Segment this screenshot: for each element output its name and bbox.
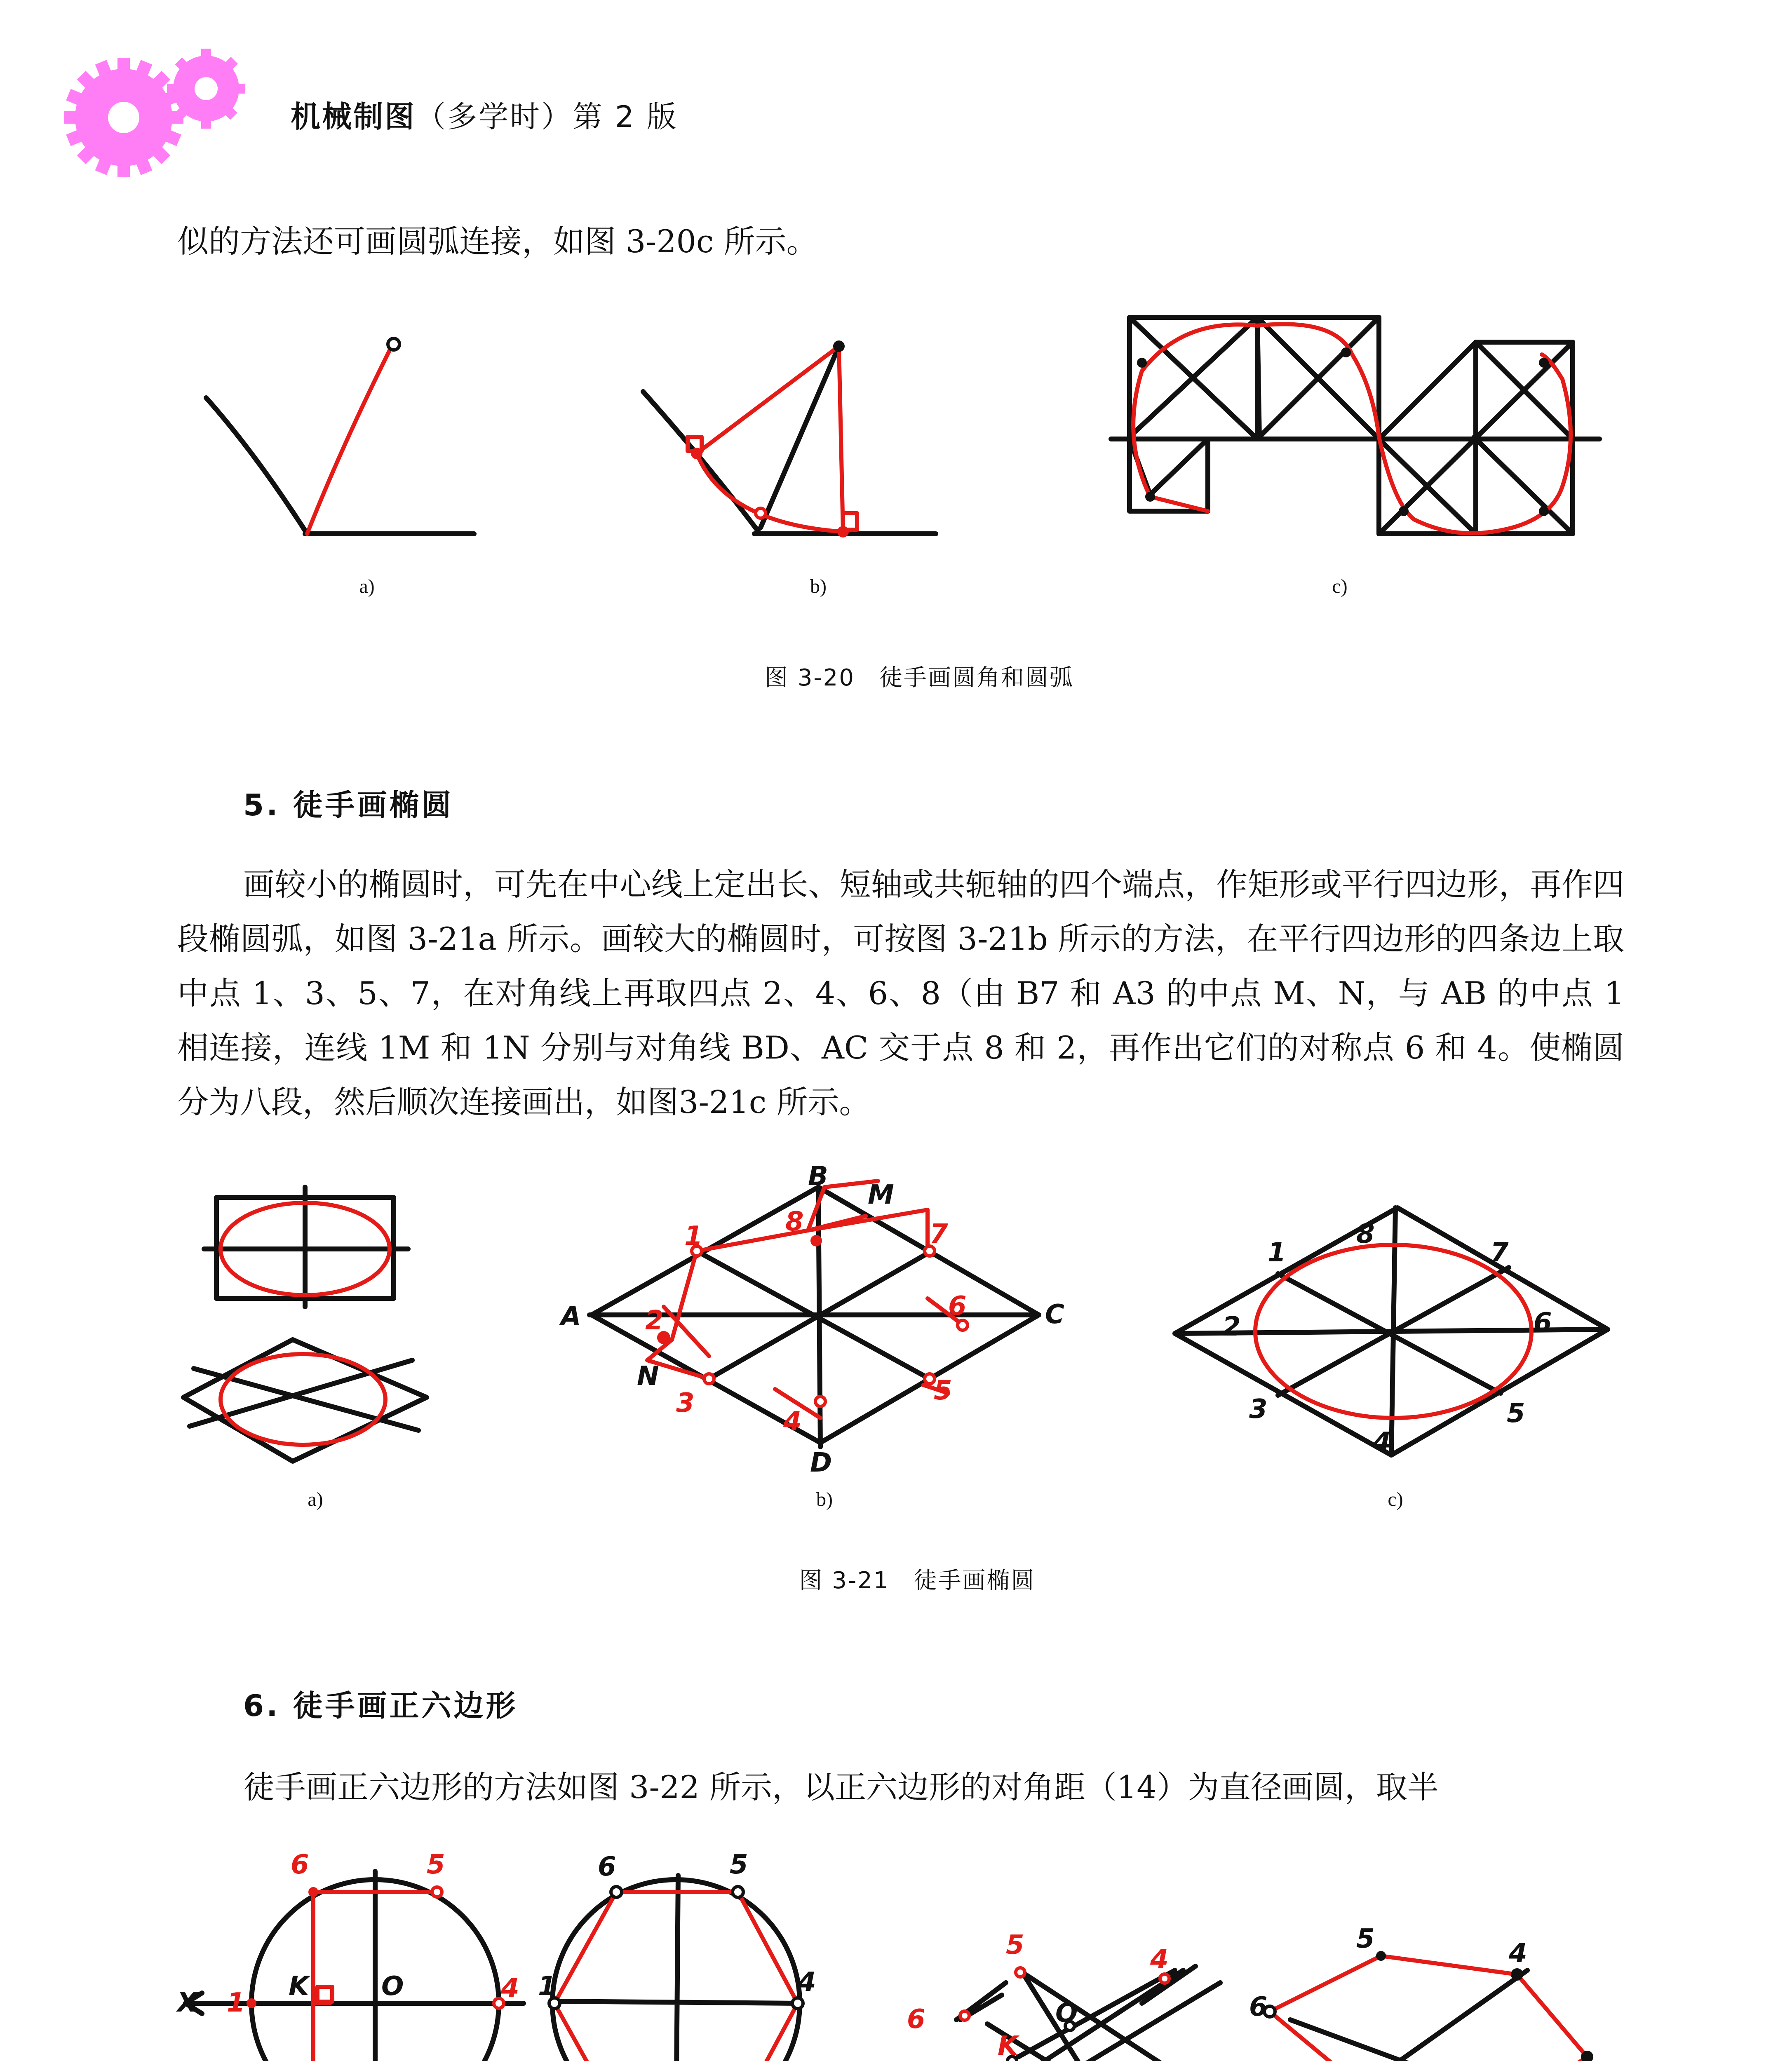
fig321-sub-a: a) <box>308 1488 323 1510</box>
fig322-b1-drawing <box>907 1930 1222 2061</box>
fig322a1-label-6: 6 <box>291 1850 309 1880</box>
section5-paragraph: 画较小的椭圆时，可先在中心线上定出长、短轴或共轭轴的四个端点，作矩形或平行四边形，再作四段椭圆弧，如图 3-21a 所示。画较大的椭圆时，可按图 3-21b 所示的方法，在平行四边形的四条边上取中点 1、3、5、7，在对角线上再取四点 2、4、6、8（由 B7 和 A3 的中点 M、N，与 AB 的中点 1 相连接，连线 1M 和 1N 分别与对角线 BD、AC 交于点 8 和 2，再作出它们的对称点 6 和 4。使椭圆分为八段，然后顺次连接画出，如图3-21c 所示。 <box>177 866 1624 1120</box>
fig322a1-label-1: 1 <box>227 1988 245 2018</box>
fig321b-label-5: 5 <box>934 1376 952 1406</box>
fig321-sub-c: c) <box>1388 1488 1403 1510</box>
fig322b1-label-K: K <box>998 2031 1018 2061</box>
fig321c-label-2: 2 <box>1222 1312 1241 1342</box>
fig321b-label-4: 4 <box>783 1406 802 1437</box>
fig322a1-label-5: 5 <box>427 1850 445 1880</box>
fig322b1-label-4: 4 <box>1150 1944 1169 1975</box>
fig321b-label-7: 7 <box>930 1219 948 1249</box>
fig321c-label-8: 8 <box>1356 1219 1375 1249</box>
book-subtitle: （多学时）第 2 版 <box>416 99 678 134</box>
fig322a1-label-O: O <box>381 1971 404 2002</box>
fig321c-label-6: 6 <box>1534 1307 1552 1338</box>
fig322b1-label-6: 6 <box>907 2004 925 2035</box>
fig321b-label-D: D <box>810 1448 832 1478</box>
fig322b1-label-5: 5 <box>1006 1930 1024 1960</box>
fig320-sub-c: c) <box>1332 575 1348 597</box>
fig322-a1-drawing <box>176 1850 524 2061</box>
fig321b-label-N: N <box>637 1361 659 1392</box>
fig322b2-label-6: 6 <box>1249 1992 1268 2022</box>
fig320-sub-a: a) <box>359 575 375 597</box>
fig322b1-label-O: O <box>1055 1998 1078 2028</box>
fig321-caption: 图 3-21 徒手画椭圆 <box>799 1567 1036 1594</box>
fig321b-label-6: 6 <box>948 1291 967 1322</box>
fig320-sub-b: b) <box>810 575 827 597</box>
fig321c-label-5: 5 <box>1507 1398 1525 1429</box>
fig321c-label-1: 1 <box>1268 1237 1286 1268</box>
section6-paragraph: 徒手画正六边形的方法如图 3-22 所示，以正六边形的对角距（14）为直径画圆，取半 <box>243 1769 1439 1805</box>
fig322a2-label-1: 1 <box>538 1971 557 2002</box>
fig322b2-label-5: 5 <box>1356 1924 1375 1954</box>
fig321b-label-C: C <box>1045 1299 1064 1330</box>
fig321b-label-2: 2 <box>645 1305 664 1336</box>
fig321b-label-B: B <box>808 1161 828 1192</box>
fig322a2-label-4: 4 <box>798 1967 816 1998</box>
fig321-sub-b: b) <box>816 1488 833 1510</box>
fig322a1-label-4: 4 <box>501 1973 519 2004</box>
intro-line: 似的方法还可画圆弧连接，如图 3-20c 所示。 <box>177 223 818 260</box>
fig321b-label-3: 3 <box>676 1388 695 1418</box>
fig321b-label-1: 1 <box>684 1221 703 1251</box>
fig321b-label-8: 8 <box>785 1207 804 1237</box>
fig322a2-label-6: 6 <box>598 1852 616 1882</box>
fig322a1-label-K: K <box>289 1971 309 2002</box>
fig321b-label-M: M <box>868 1180 894 1210</box>
fig322-b2-drawing <box>1249 1924 1614 2061</box>
fig322-a2-drawing <box>538 1850 816 2061</box>
fig321c-label-4: 4 <box>1373 1427 1391 1458</box>
fig322a2-label-5: 5 <box>730 1850 748 1880</box>
fig321b-label-A: A <box>561 1301 581 1332</box>
fig321c-label-3: 3 <box>1249 1394 1268 1425</box>
fig320-caption: 图 3-20 徒手画圆角和圆弧 <box>765 664 1074 691</box>
section5-heading: 5. 徒手画椭圆 <box>243 788 454 822</box>
fig322b2-label-4: 4 <box>1509 1938 1527 1969</box>
book-title: 机械制图 <box>291 99 416 134</box>
section6-heading: 6. 徒手画正六边形 <box>243 1688 518 1723</box>
fig321c-label-7: 7 <box>1490 1237 1509 1268</box>
fig322a1-label-X: X <box>177 1988 198 2018</box>
